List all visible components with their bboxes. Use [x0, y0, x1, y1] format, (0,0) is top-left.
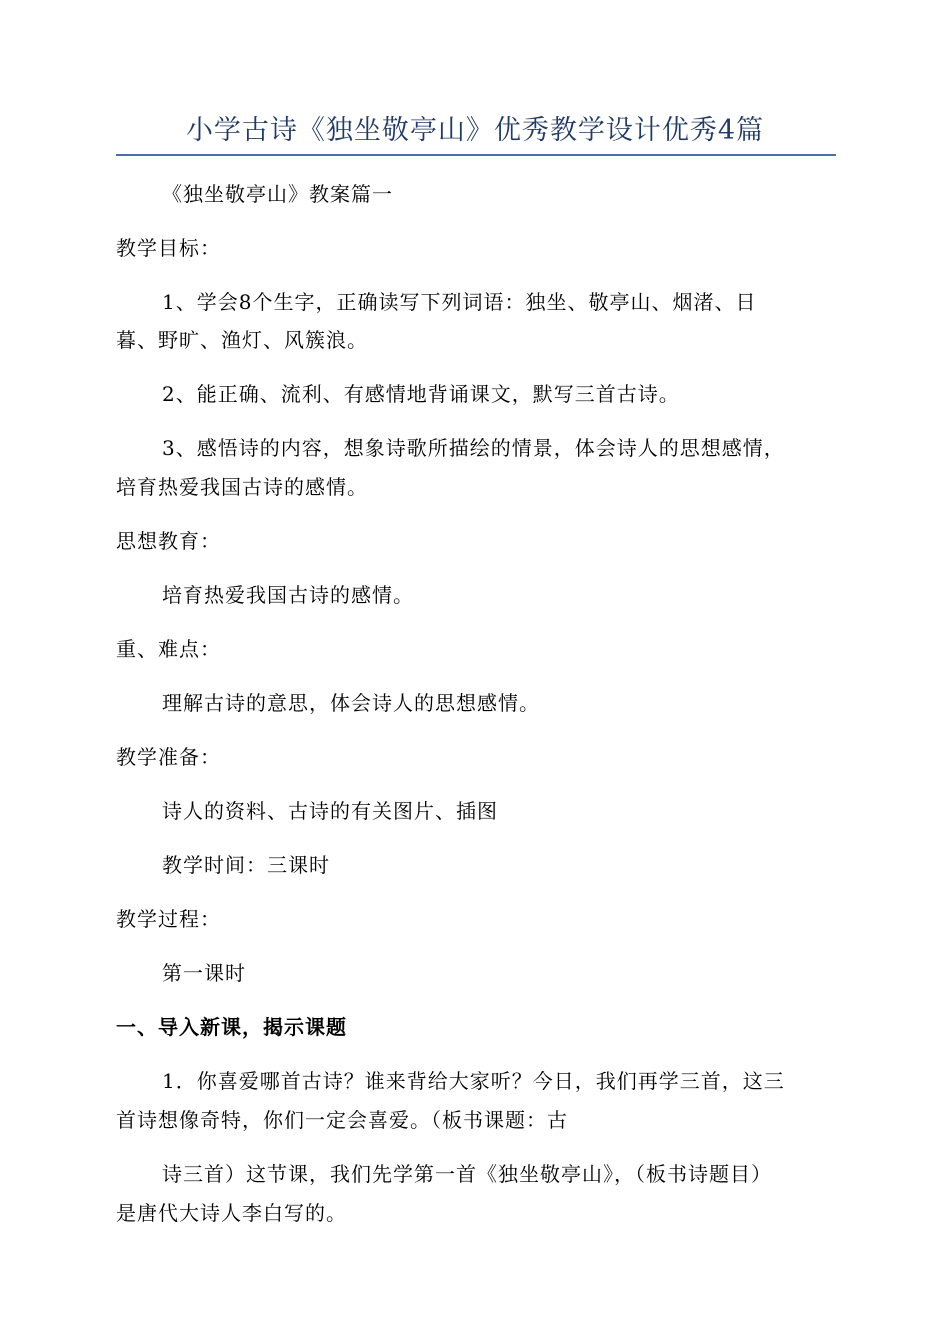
label-teaching-goals: 教学目标： — [116, 236, 221, 260]
title-underline — [116, 154, 836, 156]
goal-1-line-2: 暮、野旷、渔灯、风簇浪。 — [116, 328, 368, 352]
preparation-text: 诗人的资料、古诗的有关图片、插图 — [162, 799, 498, 823]
document-title: 小学古诗《独坐敬亭山》优秀教学设计优秀4篇 — [185, 115, 765, 146]
label-ideological-education: 思想教育： — [116, 529, 221, 553]
ideological-education-text: 培育热爱我国古诗的感情。 — [162, 583, 414, 607]
label-key-points: 重、难点： — [116, 637, 221, 661]
label-preparation: 教学准备： — [116, 745, 221, 769]
goal-3-line-2: 培育热爱我国古诗的感情。 — [116, 475, 368, 499]
key-points-text: 理解古诗的意思，体会诗人的思想感情。 — [162, 691, 540, 715]
step-1-paragraph-line-1: 1．你喜爱哪首古诗？谁来背给大家听？今日，我们再学三首，这三 — [162, 1069, 785, 1093]
step-1-heading: 一、导入新课，揭示课题 — [116, 1015, 347, 1039]
first-lesson-heading: 第一课时 — [162, 961, 246, 985]
goal-3-line-1: 3、感悟诗的内容，想象诗歌所描绘的情景，体会诗人的思想感情， — [162, 436, 785, 460]
label-teaching-process: 教学过程： — [116, 907, 221, 931]
teaching-time: 教学时间：三课时 — [162, 853, 330, 877]
step-1-paragraph-line-2: 首诗想像奇特，你们一定会喜爱。（板书课题：古 — [116, 1108, 568, 1132]
section-heading: 《独坐敬亭山》教案篇一 — [162, 182, 393, 206]
step-1-paragraph-line-4: 是唐代大诗人李白写的。 — [116, 1201, 347, 1225]
goal-1-line-1: 1、学会8个生字，正确读写下列词语：独坐、敬亭山、烟渚、日 — [162, 290, 757, 314]
step-1-paragraph-line-3: 诗三首）这节课，我们先学第一首《独坐敬亭山》，（板书诗题目） — [162, 1162, 772, 1186]
goal-2: 2、能正确、流利、有感情地背诵课文，默写三首古诗。 — [162, 382, 680, 406]
